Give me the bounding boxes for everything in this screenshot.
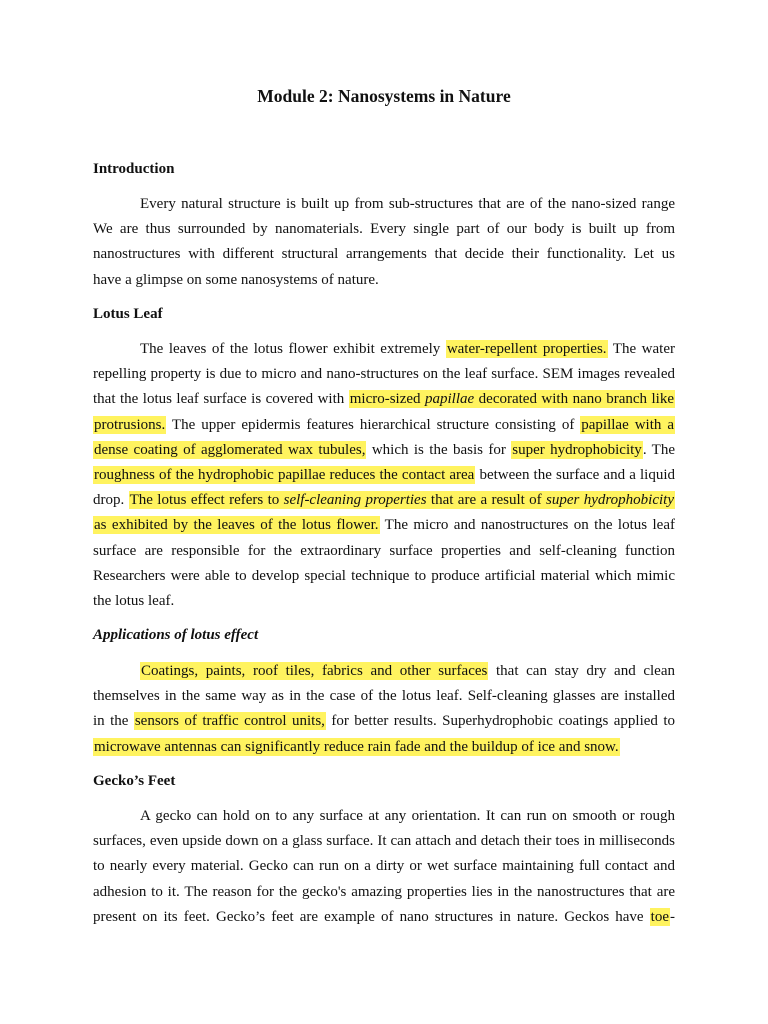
text-line bbox=[93, 463, 675, 488]
text-span: present on its feet. Gecko’s feet are example of nano structures in nature. Geckos have bbox=[93, 908, 650, 925]
highlighted-text: dense coating of agglomerated wax tubules, bbox=[94, 441, 366, 458]
text-span: The lotus effect refers to bbox=[129, 492, 284, 509]
highlighted-text: roughness of the hydrophobic papillae reduces the contact area bbox=[94, 466, 475, 483]
italic-text: super hydrophobicity bbox=[546, 492, 675, 509]
highlighted-text bbox=[129, 491, 675, 509]
text-span: micro-sized bbox=[349, 391, 426, 408]
text-line: to nearly every material. Gecko can run on a dirty or wet surface maintaining full contact and bbox=[93, 858, 675, 875]
text-line: adhesion to it. The reason for the gecko's amazing properties lies in the nanostructures that are bbox=[93, 883, 675, 900]
paragraph-lotus-leaf bbox=[93, 337, 675, 614]
text-span: drop. bbox=[93, 492, 129, 509]
text-line: the lotus leaf. bbox=[93, 592, 175, 609]
text-line: Researchers were able to develop special technique to produce artificial material which mimic bbox=[93, 567, 675, 584]
highlighted-text: water-repellent properties. bbox=[446, 341, 607, 357]
heading-lotus-leaf: Lotus Leaf bbox=[93, 306, 163, 322]
text-span: The leaves of the lotus flower exhibit extremely bbox=[140, 341, 446, 357]
highlighted-text: sensors of traffic control units, bbox=[134, 713, 325, 730]
text-span: The upper epidermis features hierarchical structure consisting of bbox=[166, 416, 581, 433]
text-line bbox=[93, 387, 675, 412]
text-line: A gecko can hold on to any surface at any orientation. It can run on smooth or rough bbox=[140, 808, 675, 824]
text-span: for better results. Superhydrophobic coatings applied to bbox=[325, 713, 675, 730]
highlighted-text: papillae with a bbox=[581, 416, 674, 433]
text-span: The micro and nanostructures on the lotus leaf bbox=[379, 517, 675, 534]
highlighted-text bbox=[349, 390, 675, 408]
italic-text: papillae bbox=[425, 391, 475, 408]
heading-introduction: Introduction bbox=[93, 161, 175, 177]
text-line: surfaces, even upside down on a glass surface. It can attach and detach their toes in milliseconds bbox=[93, 833, 675, 850]
paragraph-geckos-feet bbox=[93, 804, 675, 930]
highlighted-text: as exhibited by the leaves of the lotus flower. bbox=[94, 517, 379, 534]
text-line bbox=[93, 413, 675, 438]
italic-text: self-cleaning properties bbox=[283, 492, 427, 509]
text-line: have a glimpse on some nanosystems of nature. bbox=[93, 271, 379, 288]
paragraph-introduction bbox=[93, 192, 675, 293]
heading-geckos-feet: Gecko’s Feet bbox=[93, 773, 176, 789]
text-line: themselves in the same way as in the case of the lotus leaf. Self-cleaning glasses are installed bbox=[93, 688, 675, 705]
text-span: The water bbox=[607, 341, 675, 357]
text-line bbox=[93, 513, 675, 538]
paragraph-applications bbox=[93, 659, 675, 760]
text-line bbox=[93, 337, 675, 362]
highlighted-text: super hydrophobicity bbox=[512, 441, 642, 458]
text-span: that the lotus leaf surface is covered with bbox=[93, 391, 349, 408]
subheading-applications: Applications of lotus effect bbox=[93, 627, 259, 643]
text-span: . The bbox=[642, 441, 676, 458]
page-title: Module 2: Nanosystems in Nature bbox=[257, 86, 511, 106]
text-line: nanostructures with different structural arrangements that decide their functionality. Let us bbox=[93, 246, 675, 263]
highlighted-text: microwave antennas can significantly reduce rain fade and the buildup of ice and snow. bbox=[94, 738, 619, 755]
text-line bbox=[93, 659, 675, 684]
text-span: between the surface and a liquid bbox=[475, 466, 675, 483]
text-line: repelling property is due to micro and nano-structures on the leaf surface. SEM images revealed bbox=[93, 366, 675, 383]
text-line: Every natural structure is built up from sub-structures that are of the nano-sized range bbox=[140, 196, 675, 212]
text-span: in the bbox=[93, 713, 134, 730]
text-line bbox=[93, 438, 675, 463]
text-line bbox=[93, 735, 675, 760]
text-line bbox=[93, 488, 675, 513]
text-span: that can stay dry and clean bbox=[488, 663, 675, 679]
text-span: decorated with nano branch like bbox=[474, 391, 674, 408]
highlighted-text: Coatings, paints, roof tiles, fabrics and other surfaces bbox=[141, 663, 488, 679]
text-line: We are thus surrounded by nanomaterials. Every single part of our body is built up from bbox=[93, 221, 675, 238]
highlighted-text: toe bbox=[650, 908, 669, 925]
text-span: which is the basis for bbox=[366, 441, 512, 458]
text-line bbox=[93, 905, 675, 930]
text-span: - bbox=[670, 908, 675, 925]
text-line bbox=[93, 709, 675, 734]
highlighted-text: protrusions. bbox=[94, 416, 166, 433]
text-span: that are a result of bbox=[426, 492, 547, 509]
text-line: surface are responsible for the extraordinary surface properties and self-cleaning function bbox=[93, 542, 675, 559]
